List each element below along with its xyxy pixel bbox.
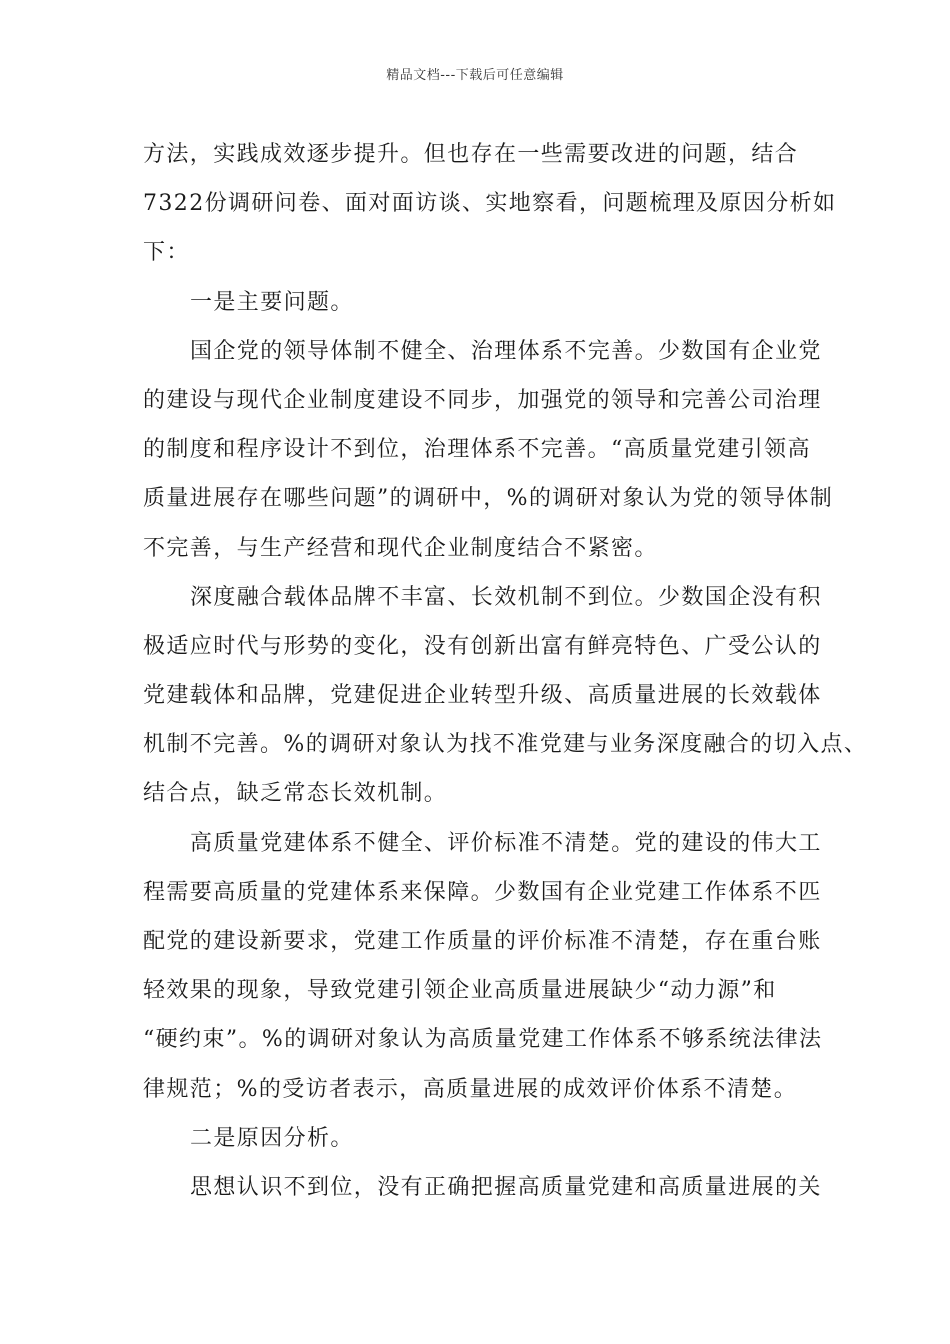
text-line: 党建载体和品牌，党建促进企业转型升级、高质量进展的长效载体 <box>143 683 822 709</box>
text-line: 配党的建设新要求，党建工作质量的评价标准不清楚，存在重台账 <box>143 929 822 954</box>
paragraph-start: 国企党的领导体制不健全、治理体系不完善。少数国有企业党 <box>190 338 822 364</box>
text-line: 的制度和程序设计不到位，治理体系不完善。“高质量党建引领高 <box>143 437 811 463</box>
text-line: 轻效果的现象，导致党建引领企业高质量进展缺少“动力源”和 <box>143 978 777 1004</box>
paragraph-start: 高质量党建体系不健全、评价标准不清楚。党的建设的伟大工 <box>190 830 822 856</box>
text-line: 机制不完善。%的调研对象认为找不准党建与业务深度融合的切入点、 <box>143 732 868 758</box>
text-line: 律规范；%的受访者表示，高质量进展的成效评价体系不清楚。 <box>143 1076 798 1102</box>
text-line: 的建设与现代企业制度建设不同步，加强党的领导和完善公司治理 <box>143 387 822 413</box>
text-line: 7322份调研问卷、面对面访谈、实地察看，问题梳理及原因分析如 <box>143 191 837 217</box>
text-line: 程需要高质量的党建体系来保障。少数国有企业党建工作体系不匹 <box>143 879 822 905</box>
text-line: “硬约束”。%的调研对象认为高质量党建工作体系不够系统法律法 <box>143 1027 823 1053</box>
text-line: 极适应时代与形势的变化，没有创新出富有鲜亮特色、广受公认的 <box>143 633 822 659</box>
page-header: 精品文档---下载后可任意编辑 <box>386 68 564 83</box>
text-line: 方法，实践成效逐步提升。但也存在一些需要改进的问题，结合 <box>143 142 799 167</box>
paragraph-start: 思想认识不到位，没有正确把握高质量党建和高质量进展的关 <box>190 1174 822 1200</box>
text-line: 结合点，缺乏常态长效机制。 <box>143 781 448 807</box>
text-line: 不完善，与生产经营和现代企业制度结合不紧密。 <box>143 535 658 561</box>
paragraph-start: 深度融合载体品牌不丰富、长效机制不到位。少数国企没有积 <box>190 584 822 610</box>
document-body <box>143 130 868 1212</box>
text-line: 质量进展存在哪些问题”的调研中，%的调研对象认为党的领导体制 <box>143 486 834 512</box>
text-line: 下： <box>143 240 190 266</box>
section-heading: 二是原因分析。 <box>190 1125 354 1151</box>
section-heading: 一是主要问题。 <box>190 289 354 315</box>
